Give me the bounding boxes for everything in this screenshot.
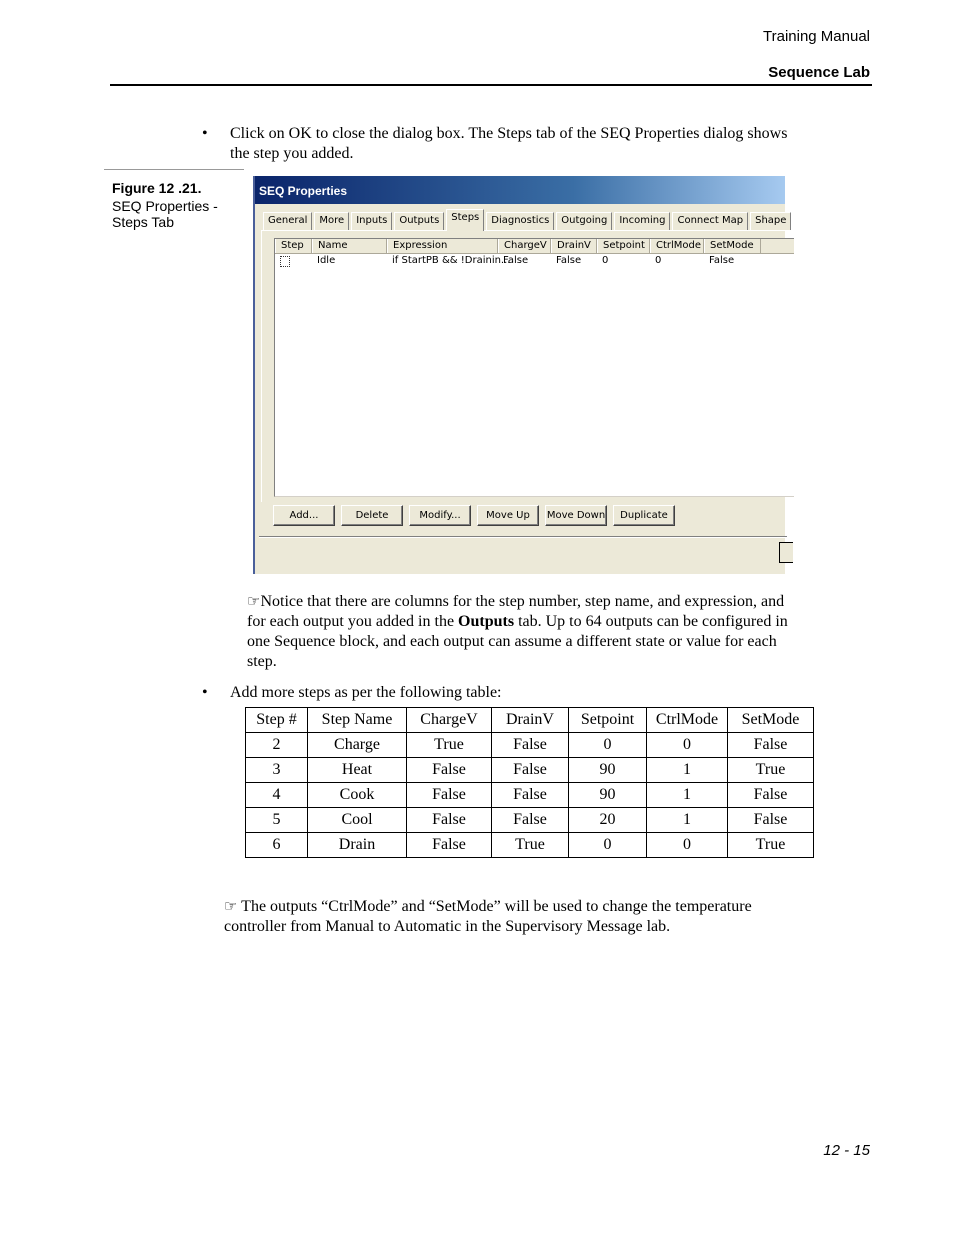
list-row[interactable]	[275, 254, 794, 268]
tab-more[interactable]: More	[314, 212, 349, 231]
tab-diagnostics[interactable]: Diagnostics	[486, 212, 554, 231]
table-cell: Heat	[308, 758, 407, 783]
table-cell: 90	[569, 758, 647, 783]
tab-connect-map[interactable]: Connect Map	[672, 212, 748, 231]
th-step: Step #	[246, 708, 308, 733]
table-cell: False	[407, 783, 492, 808]
col-chargev[interactable]: ChargeV	[498, 239, 551, 253]
table-cell: 4	[246, 783, 308, 808]
table-cell: 0	[569, 833, 647, 858]
bullet-marker: •	[202, 684, 208, 701]
tab-outgoing[interactable]: Outgoing	[556, 212, 612, 231]
table-cell: False	[728, 783, 814, 808]
footer-divider-highlight	[259, 537, 787, 538]
table-cell: False	[492, 783, 569, 808]
table-cell: 1	[647, 783, 728, 808]
pointing-hand-icon: ☞	[224, 897, 238, 915]
th-setpoint: Setpoint	[569, 708, 647, 733]
notice1-text: ☞Notice that there are columns for the step number, step name, and expression, and for each output you added in the Outputs tab. Up to 64 outputs can be configured in one Sequence block, and each output can assume a different state or value for each step.	[247, 592, 788, 670]
table-cell: True	[728, 758, 814, 783]
row-checkbox-cell	[275, 254, 312, 268]
dialog-button-row	[273, 505, 681, 526]
duplicate-button[interactable]: Duplicate	[613, 505, 675, 526]
ok-button[interactable]	[779, 542, 793, 563]
add-button[interactable]: Add...	[273, 505, 335, 526]
delete-button[interactable]: Delete	[341, 505, 403, 526]
header-section: Sequence Lab	[768, 64, 870, 81]
table-cell: 1	[647, 808, 728, 833]
col-drainv[interactable]: DrainV	[551, 239, 597, 253]
table-row	[246, 783, 814, 808]
table-cell: 5	[246, 808, 308, 833]
col-step[interactable]: Step	[275, 239, 312, 253]
table-cell: Charge	[308, 733, 407, 758]
col-expression[interactable]: Expression	[387, 239, 498, 253]
table-cell: False	[407, 808, 492, 833]
table-cell: True	[407, 733, 492, 758]
table-row	[246, 733, 814, 758]
th-drainv: DrainV	[492, 708, 569, 733]
pointing-hand-icon: ☞	[247, 592, 261, 610]
table-cell: 0	[647, 833, 728, 858]
th-step-name: Step Name	[308, 708, 407, 733]
tab-incoming[interactable]: Incoming	[614, 212, 670, 231]
th-chargev: ChargeV	[407, 708, 492, 733]
steps-table	[245, 707, 814, 858]
table-cell: 0	[647, 733, 728, 758]
table-cell: Cool	[308, 808, 407, 833]
cell-expression: if StartPB && !Drainin...	[392, 255, 511, 266]
table-cell: Cook	[308, 783, 407, 808]
table-header-row	[246, 708, 814, 733]
tab-outputs[interactable]: Outputs	[394, 212, 444, 231]
table-cell: 20	[569, 808, 647, 833]
cell-name: Idle	[317, 255, 336, 266]
modify-button[interactable]: Modify...	[409, 505, 471, 526]
table-cell: 1	[647, 758, 728, 783]
table-cell: 3	[246, 758, 308, 783]
tab-general[interactable]: General	[263, 212, 312, 231]
steps-list[interactable]	[274, 238, 794, 497]
seq-properties-dialog	[253, 176, 785, 574]
table-cell: 2	[246, 733, 308, 758]
cell-drainv: False	[556, 255, 582, 266]
figure-number: Figure 12 .21.	[112, 180, 202, 196]
col-setmode[interactable]: SetMode	[704, 239, 761, 253]
table-cell: True	[728, 833, 814, 858]
header-title: Training Manual	[763, 28, 870, 45]
table-cell: False	[728, 733, 814, 758]
table-cell: 6	[246, 833, 308, 858]
bullet2-text: Add more steps as per the following table:	[230, 684, 502, 701]
steps-panel	[261, 230, 791, 502]
dialog-tabs	[263, 209, 793, 231]
header-rule	[110, 84, 872, 86]
row-focus-box[interactable]	[280, 256, 290, 267]
table-cell: False	[492, 808, 569, 833]
th-ctrlmode: CtrlMode	[647, 708, 728, 733]
cell-setmode: False	[709, 255, 735, 266]
col-setpoint[interactable]: Setpoint	[597, 239, 650, 253]
table-cell: False	[407, 758, 492, 783]
table-cell: False	[492, 758, 569, 783]
table-row	[246, 758, 814, 783]
tab-inputs[interactable]: Inputs	[351, 212, 392, 231]
page-number: 12 - 15	[823, 1142, 870, 1159]
cell-chargev: False	[503, 255, 529, 266]
cell-setpoint: 0	[602, 255, 609, 266]
table-cell: Drain	[308, 833, 407, 858]
table-cell: False	[407, 833, 492, 858]
table-cell: True	[492, 833, 569, 858]
cell-ctrlmode: 0	[655, 255, 662, 266]
tab-steps[interactable]: Steps	[446, 209, 484, 231]
list-header	[275, 239, 794, 254]
col-name[interactable]: Name	[312, 239, 387, 253]
move-down-button[interactable]: Move Down	[545, 505, 607, 526]
table-cell: 90	[569, 783, 647, 808]
table-row	[246, 808, 814, 833]
bullet1-text: Click on OK to close the dialog box. The Steps tab of the SEQ Properties dialog shows the step you added.	[230, 125, 788, 162]
tab-shape[interactable]: Shape	[750, 212, 791, 231]
bullet-marker: •	[202, 125, 208, 142]
figure-rule	[104, 169, 244, 170]
dialog-title: SEQ Properties	[255, 176, 785, 204]
table-cell: False	[492, 733, 569, 758]
figure-caption: SEQ Properties - Steps Tab	[112, 198, 218, 230]
table-row	[246, 833, 814, 858]
table-cell: False	[728, 808, 814, 833]
col-ctrlmode[interactable]: CtrlMode	[650, 239, 704, 253]
notice2-text: ☞ The outputs “CtrlMode” and “SetMode” will be used to change the temperature controller from Manual to Automatic in the Supervisory Message lab.	[224, 897, 752, 935]
table-cell: 0	[569, 733, 647, 758]
th-setmode: SetMode	[728, 708, 814, 733]
move-up-button[interactable]: Move Up	[477, 505, 539, 526]
